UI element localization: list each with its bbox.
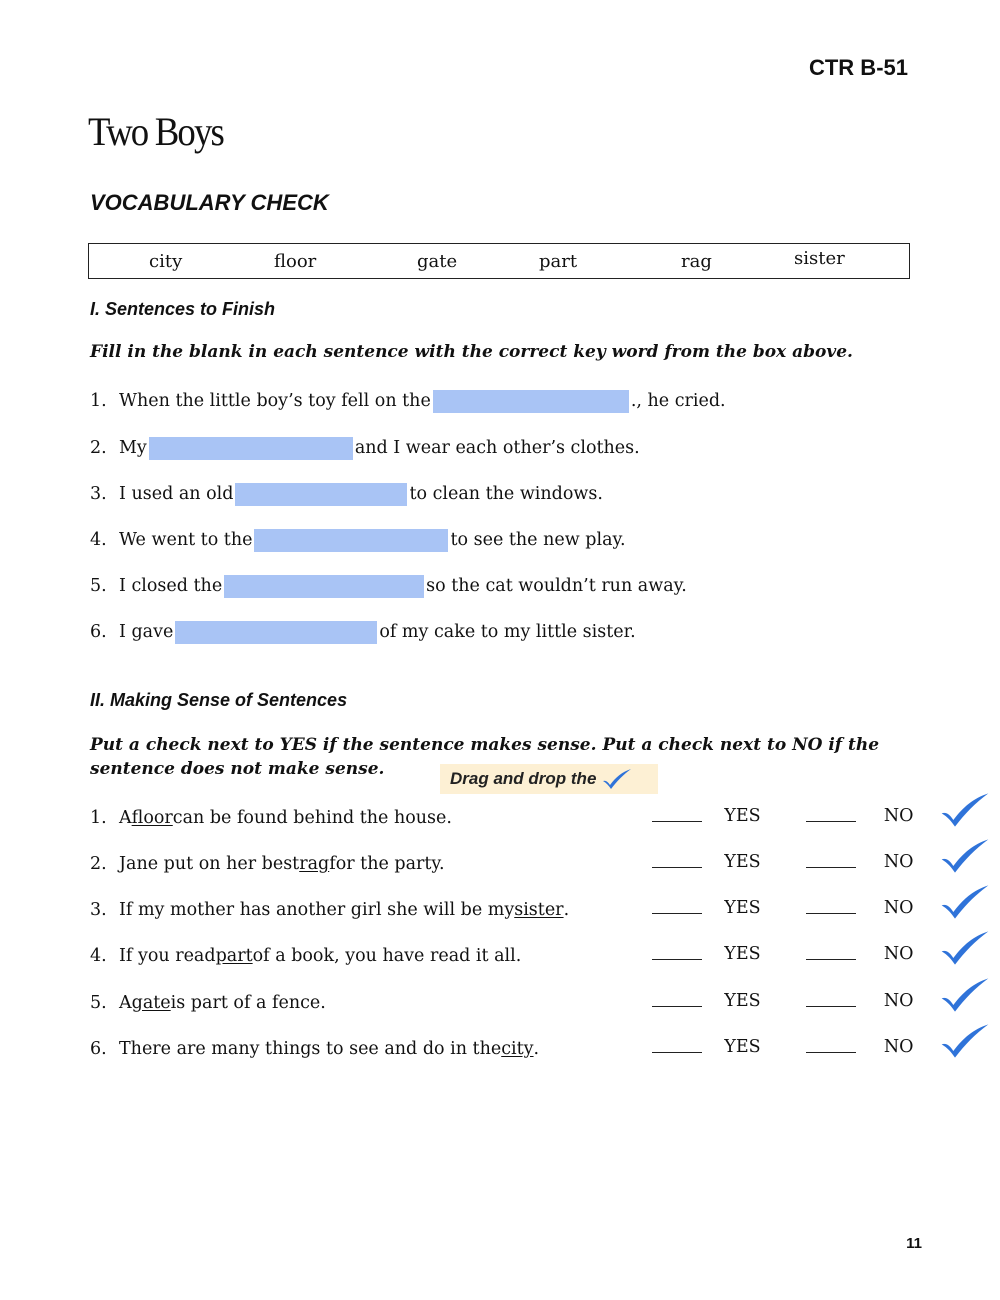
part2-instruction-line2: sentence does not make sense. (90, 759, 385, 779)
word-box-item: sister (794, 248, 845, 269)
checkmark-icon (602, 768, 632, 790)
vocabulary-heading: VOCABULARY CHECK (90, 190, 329, 215)
no-option[interactable]: NO (806, 1037, 914, 1057)
yes-option[interactable]: YES (652, 806, 761, 826)
yes-drop-slot[interactable] (652, 821, 702, 822)
no-drop-slot[interactable] (806, 821, 856, 822)
answer-blank[interactable] (149, 437, 353, 460)
yes-drop-slot[interactable] (652, 913, 702, 914)
yes-option[interactable]: YES (652, 944, 761, 964)
no-drop-slot[interactable] (806, 1006, 856, 1007)
no-option[interactable]: NO (806, 991, 914, 1011)
sense-sentence-row: 4. If you read part of a book, you have read it all. (90, 946, 522, 966)
draggable-checkmark-icon[interactable] (940, 791, 990, 829)
no-option[interactable]: NO (806, 898, 914, 918)
yes-drop-slot[interactable] (652, 867, 702, 868)
draggable-checkmark-icon[interactable] (940, 1022, 990, 1060)
answer-blank[interactable] (254, 529, 448, 552)
sense-sentence-row: 2. Jane put on her best rag for the party. (90, 854, 445, 874)
key-word: part (215, 946, 253, 966)
answer-blank[interactable] (175, 621, 377, 644)
key-word: sister (514, 900, 564, 920)
part1-title: I. Sentences to Finish (90, 299, 276, 319)
drag-hint: Drag and drop the (440, 764, 658, 794)
part2-instruction-line1: Put a check next to YES if the sentence makes sense. Put a check next to NO if the (90, 735, 880, 755)
part1-instruction: Fill in the blank in each sentence with the correct key word from the box above. (90, 342, 853, 362)
word-box-item: part (539, 251, 578, 272)
no-drop-slot[interactable] (806, 1052, 856, 1053)
no-option[interactable]: NO (806, 944, 914, 964)
no-option[interactable]: NO (806, 806, 914, 826)
draggable-checkmark-icon[interactable] (940, 837, 990, 875)
draggable-checkmark-icon[interactable] (940, 976, 990, 1014)
word-box-item: rag (681, 251, 712, 272)
page-number: 11 (906, 1235, 922, 1252)
word-box-item: floor (274, 251, 317, 272)
key-word: rag (299, 854, 330, 874)
no-drop-slot[interactable] (806, 867, 856, 868)
no-drop-slot[interactable] (806, 913, 856, 914)
sense-sentence-row: 1. A floor can be found behind the house. (90, 808, 452, 828)
worksheet-code: CTR B-51 (808, 55, 908, 80)
no-drop-slot[interactable] (806, 959, 856, 960)
sentence-row: 2. My and I wear each other’s clothes. (90, 438, 640, 458)
key-word: floor (131, 808, 173, 828)
yes-option[interactable]: YES (652, 991, 761, 1011)
part2-title: II. Making Sense of Sentences (90, 690, 348, 710)
sentence-row: 3. I used an old to clean the windows. (90, 484, 603, 504)
yes-option[interactable]: YES (652, 898, 761, 918)
yes-drop-slot[interactable] (652, 1052, 702, 1053)
answer-blank[interactable] (433, 390, 629, 413)
key-word: city (501, 1039, 534, 1059)
draggable-checkmark-icon[interactable] (940, 929, 990, 967)
sentence-row: 4. We went to the to see the new play. (90, 530, 626, 550)
word-box-item: city (149, 251, 183, 272)
sentence-row: 6. I gave of my cake to my little sister. (90, 622, 636, 642)
yes-option[interactable]: YES (652, 1037, 761, 1057)
answer-blank[interactable] (235, 483, 407, 506)
yes-drop-slot[interactable] (652, 959, 702, 960)
answer-blank[interactable] (224, 575, 424, 598)
sense-sentence-row: 6. There are many things to see and do in the city . (90, 1039, 540, 1059)
word-box (88, 243, 910, 279)
word-box-item: gate (417, 251, 458, 272)
sentence-row: 5. I closed the so the cat wouldn’t run away. (90, 576, 687, 596)
draggable-checkmark-icon[interactable] (940, 883, 990, 921)
no-option[interactable]: NO (806, 852, 914, 872)
yes-option[interactable]: YES (652, 852, 761, 872)
sense-sentence-row: 3. If my mother has another girl she will be my sister . (90, 900, 570, 920)
sense-sentence-row: 5. A gate is part of a fence. (90, 993, 326, 1013)
key-word: gate (131, 993, 171, 1013)
yes-drop-slot[interactable] (652, 1006, 702, 1007)
sentence-row: 1. When the little boy’s toy fell on the ., he cried. (90, 391, 726, 411)
worksheet-title: Two Boys (88, 109, 224, 154)
